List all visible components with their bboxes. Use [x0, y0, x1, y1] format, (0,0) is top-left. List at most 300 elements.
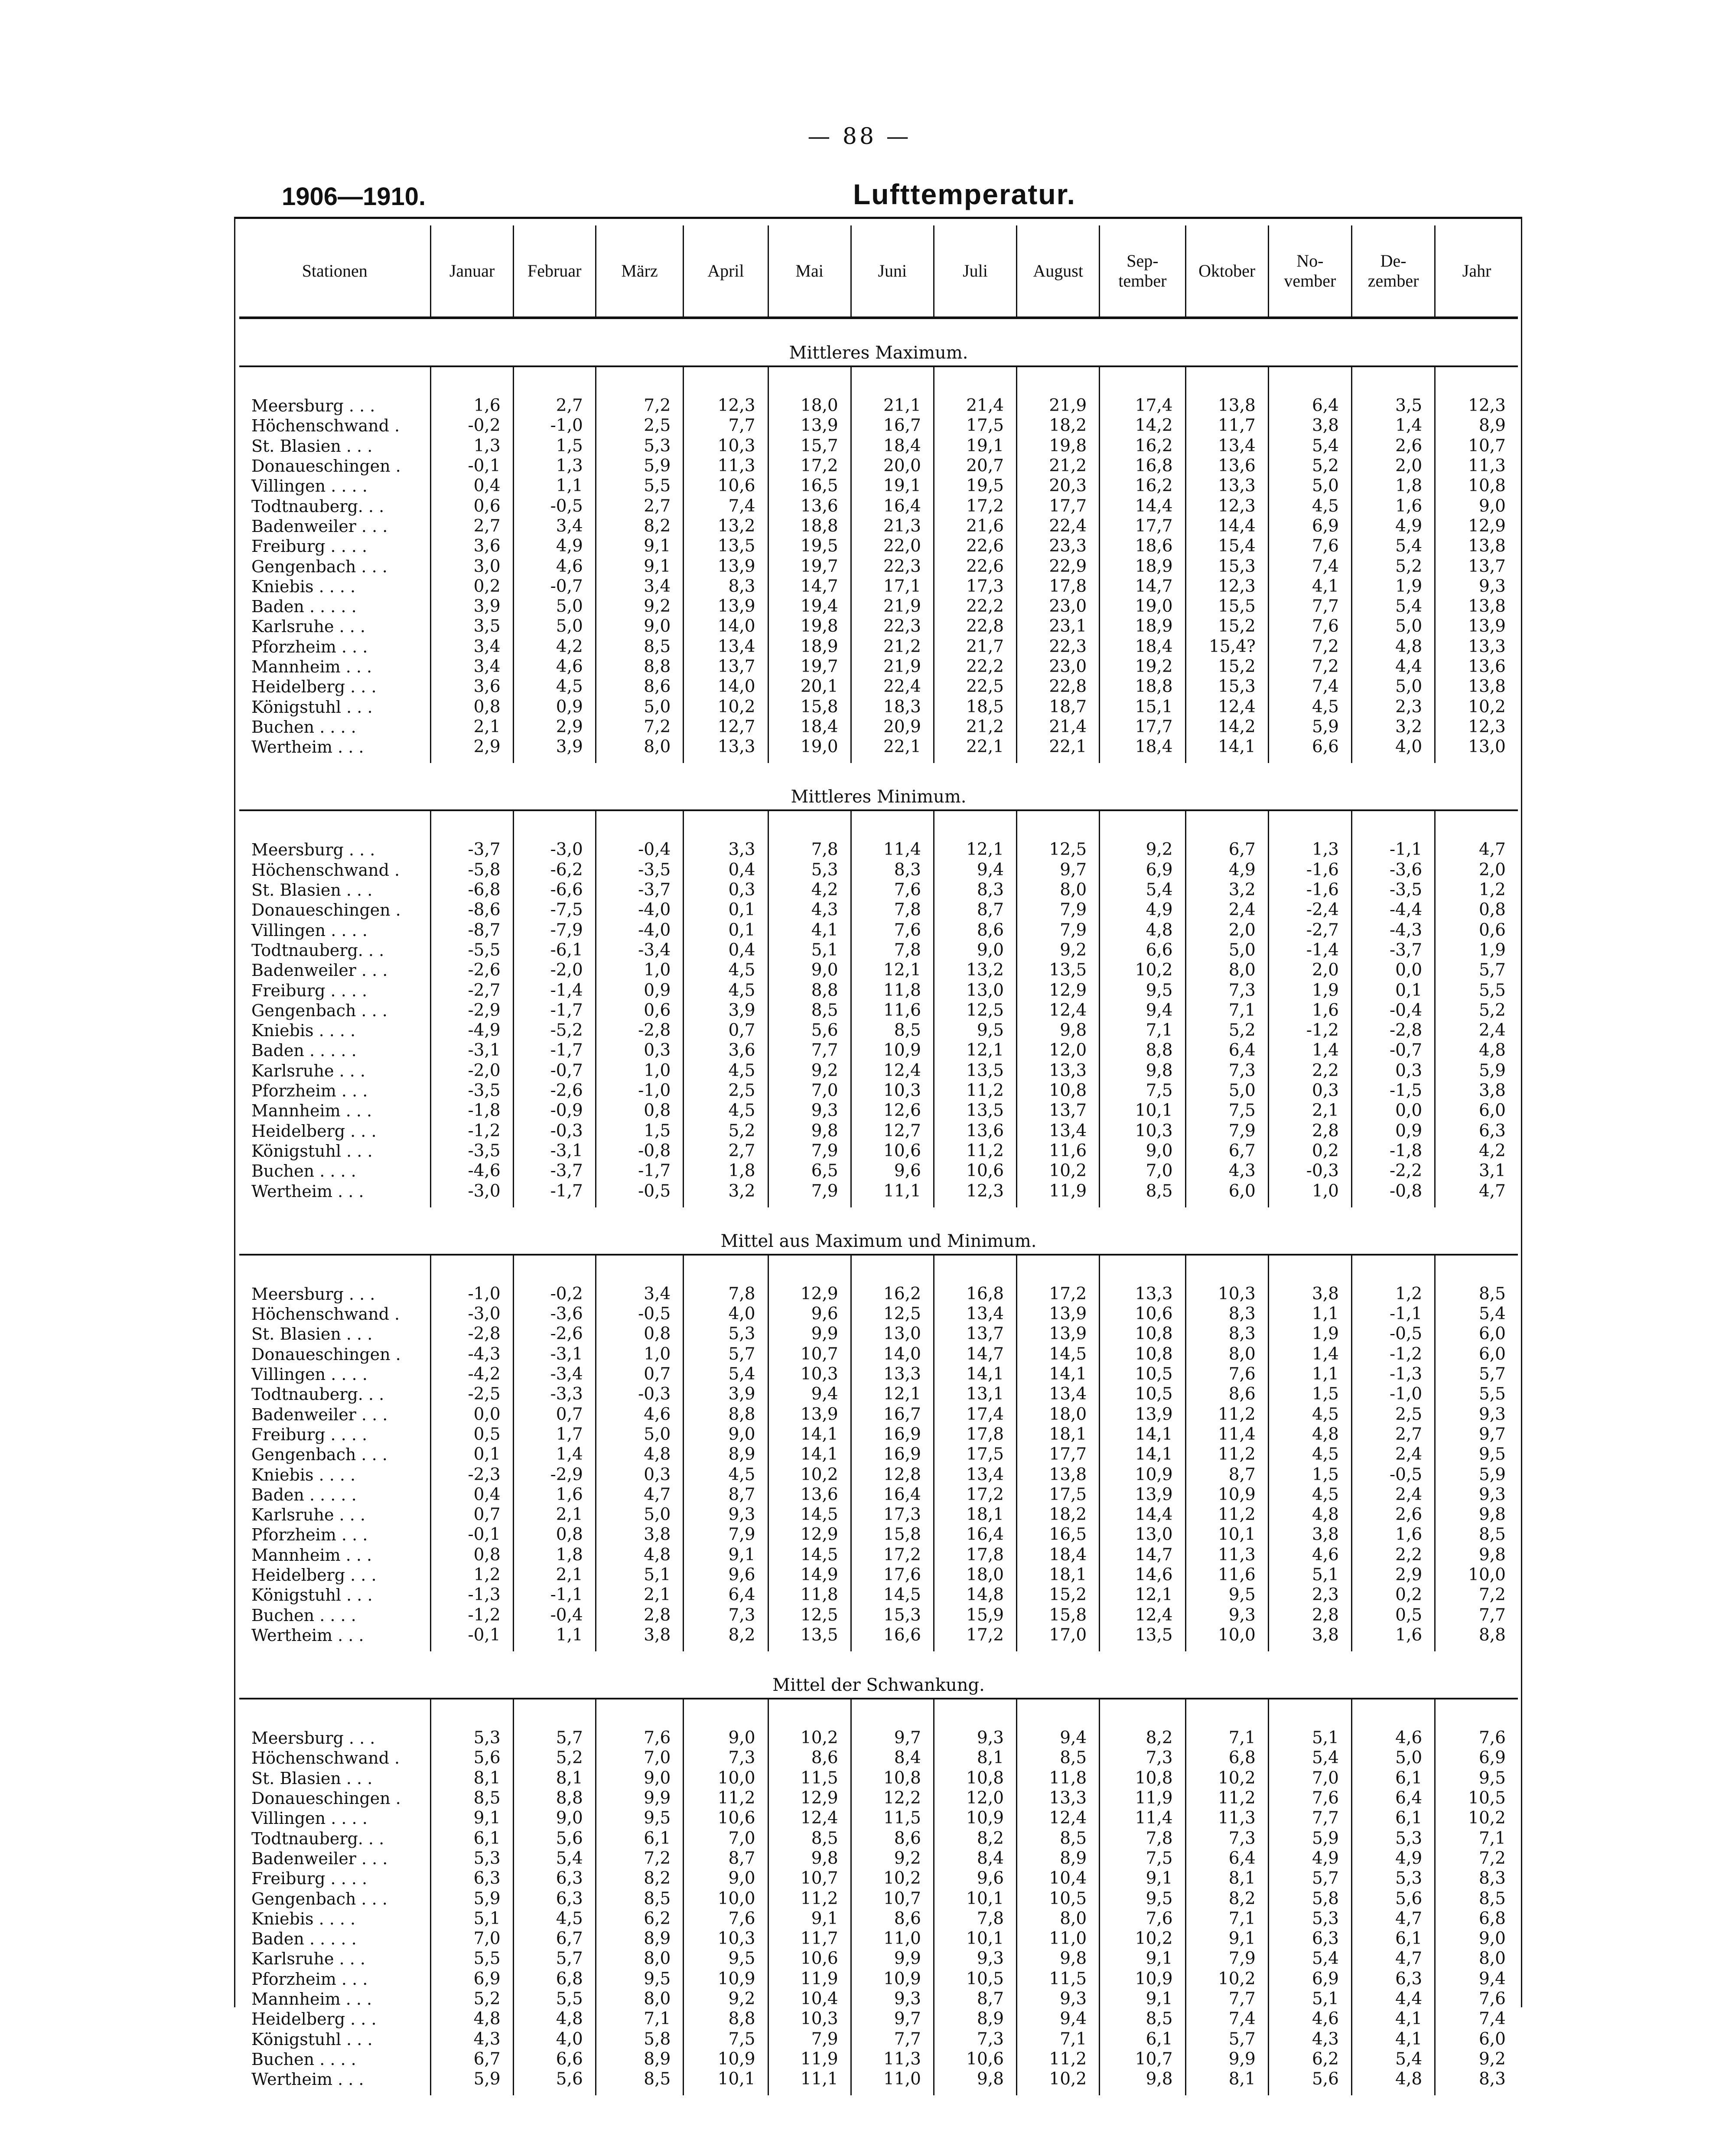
- station-name: Badenweiler . . .: [251, 1405, 388, 1424]
- table-cell: -1,3: [1352, 1364, 1435, 1384]
- table-cell: 1,3: [1268, 840, 1351, 860]
- table-cell: 15,8: [851, 1525, 934, 1545]
- table-cell: 9,5: [596, 1969, 683, 1989]
- table-cell: -0,2: [513, 1284, 596, 1304]
- table-cell: 0,8: [1435, 900, 1518, 920]
- table-cell: 1,6: [431, 396, 513, 416]
- station-name: Königstuhl . . .: [251, 1141, 373, 1161]
- table-cell: 14,7: [934, 1344, 1016, 1364]
- table-cell: 12,3: [934, 1181, 1016, 1201]
- table-cell: 5,2: [513, 1748, 596, 1768]
- table-cell: 6,9: [1100, 860, 1185, 880]
- table-cell: 1,5: [1268, 1465, 1351, 1484]
- table-cell: -0,3: [1268, 1161, 1351, 1181]
- table-cell: 17,7: [1100, 516, 1185, 536]
- table-cell: 10,8: [1100, 1324, 1185, 1344]
- table-cell: 22,2: [934, 597, 1016, 616]
- table-cell: 11,8: [768, 1585, 851, 1605]
- table-cell: 16,6: [851, 1625, 934, 1645]
- section-spacer: [239, 366, 1518, 396]
- table-cell: -3,1: [513, 1141, 596, 1161]
- table-cell: 0,9: [1352, 1121, 1435, 1141]
- table-cell: 4,5: [684, 980, 768, 1000]
- table-cell: 6,1: [431, 1829, 513, 1849]
- table-cell: 6,8: [513, 1969, 596, 1989]
- section-spacer: [239, 1255, 1518, 1284]
- table-cell: 12,4: [1100, 1605, 1185, 1625]
- table-cell: 9,9: [851, 1949, 934, 1969]
- table-cell: 11,7: [768, 1929, 851, 1949]
- table-cell: 9,2: [596, 597, 683, 616]
- table-cell: 5,4: [1352, 536, 1435, 556]
- temperature-table: [239, 225, 1518, 2095]
- table-cell: 7,6: [1268, 1788, 1351, 1808]
- table-cell: 1,6: [1352, 1525, 1435, 1545]
- table-cell: 1,0: [596, 1061, 683, 1081]
- table-cell: -3,5: [1352, 880, 1435, 900]
- table-cell: 15,2: [1017, 1585, 1100, 1605]
- table-cell: 2,2: [1352, 1545, 1435, 1565]
- station-name: Karlsruhe . . .: [251, 1061, 365, 1080]
- column-header-12: De- zember: [1352, 225, 1435, 318]
- table-cell: 14,0: [684, 616, 768, 636]
- table-row: [239, 1989, 1518, 2009]
- table-cell: 12,5: [851, 1304, 934, 1324]
- table-cell: 4,8: [513, 2009, 596, 2029]
- table-cell: 13,9: [684, 556, 768, 576]
- table-cell: 4,7: [1435, 1181, 1518, 1201]
- table-cell: 5,5: [513, 1989, 596, 2009]
- table-cell: 18,4: [1017, 1545, 1100, 1565]
- station-name: Kniebis . . . .: [251, 1021, 356, 1040]
- table-cell: 12,1: [934, 840, 1016, 860]
- table-cell: 5,4: [1352, 2049, 1435, 2069]
- table-cell: 8,3: [934, 880, 1016, 900]
- table-cell: 5,8: [596, 2029, 683, 2049]
- table-cell: 11,1: [768, 2069, 851, 2089]
- table-cell: 10,3: [684, 436, 768, 456]
- table-cell: 8,2: [1100, 1728, 1185, 1748]
- table-cell: 9,3: [851, 1989, 934, 2009]
- table-cell: 5,5: [596, 476, 683, 496]
- table-cell: 6,3: [1435, 1121, 1518, 1141]
- station-name: Heidelberg . . .: [251, 1565, 377, 1585]
- station-name: Villingen . . . .: [251, 476, 368, 496]
- table-cell: 19,1: [934, 436, 1016, 456]
- table-cell: 9,3: [1435, 1485, 1518, 1505]
- station-name: Kniebis . . . .: [251, 1909, 356, 1928]
- table-cell: 6,4: [1352, 1788, 1435, 1808]
- table-row: [239, 960, 1518, 980]
- table-cell: 12,3: [1435, 717, 1518, 737]
- table-cell: 14,7: [1100, 1545, 1185, 1565]
- table-cell: 18,4: [851, 436, 934, 456]
- table-cell: -3,4: [513, 1364, 596, 1384]
- section-title-row: [239, 318, 1518, 366]
- table-cell: 9,8: [768, 1849, 851, 1869]
- table-cell: 12,3: [1435, 396, 1518, 416]
- table-cell: 14,1: [1185, 737, 1268, 757]
- table-cell: 11,1: [851, 1181, 934, 1201]
- table-cell: -3,1: [513, 1344, 596, 1364]
- table-cell: -0,3: [596, 1384, 683, 1404]
- table-row: [239, 436, 1518, 456]
- table-cell: 13,9: [1435, 616, 1518, 636]
- table-cell: 4,7: [596, 1485, 683, 1505]
- table-cell: 10,6: [684, 476, 768, 496]
- table-cell: -2,8: [596, 1021, 683, 1040]
- station-name: Mannheim . . .: [251, 1990, 372, 2009]
- table-cell: 8,0: [1017, 880, 1100, 900]
- table-cell: -1,4: [1268, 940, 1351, 960]
- table-cell: 0,0: [431, 1404, 513, 1424]
- table-cell: 8,0: [596, 1989, 683, 2009]
- table-cell: 13,4: [1017, 1384, 1100, 1404]
- table-cell: 14,5: [768, 1545, 851, 1565]
- table-cell: 8,0: [596, 737, 683, 757]
- table-cell: -0,5: [596, 1304, 683, 1324]
- table-cell: -3,1: [431, 1040, 513, 1060]
- table-cell: 8,5: [851, 1021, 934, 1040]
- table-cell: 16,4: [851, 1485, 934, 1505]
- table-cell: 7,1: [1017, 2029, 1100, 2049]
- table-cell: 13,9: [684, 597, 768, 616]
- table-cell: -0,7: [1352, 1040, 1435, 1060]
- table-cell: 8,5: [1100, 2009, 1185, 2029]
- table-row: [239, 1284, 1518, 1304]
- table-row: [239, 1304, 1518, 1324]
- table-cell: 21,4: [934, 396, 1016, 416]
- station-name: Pforzheim . . .: [251, 1969, 368, 1989]
- table-cell: -1,6: [1268, 880, 1351, 900]
- table-cell: 14,1: [1100, 1445, 1185, 1465]
- table-cell: 5,0: [1352, 677, 1435, 697]
- table-cell: 5,9: [596, 456, 683, 476]
- station-name: Höchenschwand .: [251, 860, 400, 880]
- table-cell: 7,2: [596, 396, 683, 416]
- table-cell: 1,1: [513, 476, 596, 496]
- table-cell: -1,1: [513, 1585, 596, 1605]
- table-cell: 3,4: [596, 577, 683, 597]
- table-cell: -0,1: [431, 1525, 513, 1545]
- table-cell: 13,7: [1435, 556, 1518, 576]
- column-header-6: Juni: [851, 225, 934, 318]
- frame-top-rule: [234, 217, 1522, 219]
- table-cell: 5,9: [431, 1889, 513, 1908]
- table-cell: 10,3: [1100, 1121, 1185, 1141]
- table-cell: 21,3: [851, 516, 934, 536]
- table-cell: 4,4: [1352, 1989, 1435, 2009]
- table-cell: -1,5: [1352, 1081, 1435, 1101]
- table-cell: 6,1: [1100, 2029, 1185, 2049]
- table-cell: 13,0: [1435, 737, 1518, 757]
- table-cell: 0,3: [1268, 1081, 1351, 1101]
- table-cell: 4,1: [768, 920, 851, 940]
- table-cell: 0,8: [513, 1525, 596, 1545]
- table-cell: 9,0: [684, 1728, 768, 1748]
- table-cell: -2,0: [431, 1061, 513, 1081]
- table-cell: 13,3: [1017, 1788, 1100, 1808]
- table-cell: 6,3: [513, 1869, 596, 1889]
- table-cell: 8,5: [768, 1001, 851, 1021]
- table-row: [239, 2009, 1518, 2029]
- table-cell: 15,1: [1100, 697, 1185, 717]
- table-cell: 5,4: [1268, 1748, 1351, 1768]
- table-cell: 15,7: [768, 436, 851, 456]
- table-cell: 19,0: [768, 737, 851, 757]
- table-cell: -3,5: [431, 1081, 513, 1101]
- table-cell: 13,7: [1017, 1101, 1100, 1121]
- table-cell: 0,1: [684, 900, 768, 920]
- table-cell: 8,2: [1185, 1889, 1268, 1908]
- table-cell: 19,2: [1100, 657, 1185, 677]
- table-cell: 1,8: [684, 1161, 768, 1181]
- table-row: [239, 1525, 1518, 1545]
- table-cell: 22,9: [1017, 556, 1100, 576]
- table-cell: -3,4: [596, 940, 683, 960]
- table-cell: 12,3: [1185, 577, 1268, 597]
- table-cell: 19,1: [851, 476, 934, 496]
- table-cell: 22,1: [851, 737, 934, 757]
- column-header-5: Mai: [768, 225, 851, 318]
- table-cell: 10,0: [684, 1889, 768, 1908]
- table-cell: 12,9: [1017, 980, 1100, 1000]
- table-cell: 8,5: [596, 1889, 683, 1908]
- table-cell: 10,2: [1435, 1808, 1518, 1828]
- table-cell: 15,8: [768, 697, 851, 717]
- table-cell: 1,4: [1352, 416, 1435, 436]
- table-cell: 0,8: [431, 1545, 513, 1565]
- column-header-7: Juli: [934, 225, 1016, 318]
- table-cell: -0,2: [431, 416, 513, 436]
- table-cell: 23,0: [1017, 657, 1100, 677]
- table-cell: -8,7: [431, 920, 513, 940]
- table-cell: 7,5: [1100, 1849, 1185, 1869]
- table-cell: 10,0: [684, 1768, 768, 1788]
- table-cell: 7,7: [1185, 1989, 1268, 2009]
- table-cell: 7,2: [596, 1849, 683, 1869]
- table-cell: 12,9: [768, 1788, 851, 1808]
- table-row: [239, 2029, 1518, 2049]
- table-cell: 3,6: [684, 1040, 768, 1060]
- table-cell: 12,5: [934, 1001, 1016, 1021]
- table-cell: 8,2: [684, 1625, 768, 1645]
- table-cell: 10,2: [768, 1465, 851, 1484]
- table-cell: 3,4: [431, 637, 513, 657]
- table-cell: 0,3: [596, 1040, 683, 1060]
- table-cell: 8,7: [1185, 1465, 1268, 1484]
- table-cell: 0,6: [431, 496, 513, 516]
- station-name: Villingen . . . .: [251, 1365, 368, 1384]
- table-cell: 11,6: [1185, 1565, 1268, 1585]
- table-cell: -1,4: [513, 980, 596, 1000]
- table-cell: 8,6: [1185, 1384, 1268, 1404]
- table-cell: 8,6: [851, 1909, 934, 1929]
- table-cell: 4,6: [513, 657, 596, 677]
- table-cell: 3,9: [684, 1001, 768, 1021]
- table-cell: 2,4: [1352, 1445, 1435, 1465]
- table-cell: 11,2: [1185, 1404, 1268, 1424]
- table-cell: 0,6: [1435, 920, 1518, 940]
- table-cell: 5,6: [431, 1748, 513, 1768]
- station-name: Heidelberg . . .: [251, 677, 377, 697]
- table-cell: 4,6: [1352, 1728, 1435, 1748]
- table-cell: 19,0: [1100, 597, 1185, 616]
- table-cell: -0,8: [596, 1141, 683, 1161]
- table-cell: 7,0: [1100, 1161, 1185, 1181]
- table-cell: 1,5: [1268, 1384, 1351, 1404]
- table-cell: 2,9: [513, 717, 596, 737]
- station-name: Villingen . . . .: [251, 1809, 368, 1828]
- table-cell: 9,3: [1017, 1989, 1100, 2009]
- table-row: [239, 516, 1518, 536]
- table-cell: 16,4: [934, 1525, 1016, 1545]
- table-cell: 8,4: [934, 1849, 1016, 1869]
- table-cell: 3,8: [1268, 1284, 1351, 1304]
- table-cell: 8,9: [1017, 1849, 1100, 1869]
- table-cell: 8,1: [513, 1768, 596, 1788]
- table-cell: 20,7: [934, 456, 1016, 476]
- table-cell: 2,6: [1352, 1505, 1435, 1525]
- table-cell: -0,7: [513, 577, 596, 597]
- table-cell: 9,1: [1100, 1949, 1185, 1969]
- table-cell: 21,2: [851, 637, 934, 657]
- table-cell: 21,2: [934, 717, 1016, 737]
- table-cell: 7,0: [596, 1748, 683, 1768]
- table-cell: 5,2: [1268, 456, 1351, 476]
- table-cell: 9,6: [934, 1869, 1016, 1889]
- table-cell: 9,4: [934, 860, 1016, 880]
- station-name: Kniebis . . . .: [251, 577, 356, 596]
- table-cell: 4,3: [1185, 1161, 1268, 1181]
- table-cell: 4,3: [768, 900, 851, 920]
- table-cell: 11,9: [768, 1969, 851, 1989]
- table-cell: -4,3: [431, 1344, 513, 1364]
- table-cell: 13,4: [684, 637, 768, 657]
- table-cell: 12,4: [768, 1808, 851, 1828]
- table-cell: 13,3: [684, 737, 768, 757]
- table-cell: 1,6: [1268, 1001, 1351, 1021]
- table-cell: 11,4: [851, 840, 934, 860]
- table-cell: 15,4: [1185, 536, 1268, 556]
- table-cell: 3,6: [431, 536, 513, 556]
- table-cell: 11,0: [851, 2069, 934, 2089]
- table-cell: 17,7: [1017, 496, 1100, 516]
- table-cell: 17,7: [1100, 717, 1185, 737]
- table-cell: 10,2: [768, 1728, 851, 1748]
- table-cell: 4,5: [1268, 496, 1351, 516]
- table-cell: -1,2: [431, 1121, 513, 1141]
- table-cell: 5,6: [513, 2069, 596, 2089]
- station-name: Buchen . . . .: [251, 1605, 356, 1625]
- table-cell: 7,1: [1435, 1829, 1518, 1849]
- table-cell: -0,4: [1352, 1001, 1435, 1021]
- station-name: Heidelberg . . .: [251, 1121, 377, 1141]
- table-cell: 5,2: [1185, 1021, 1268, 1040]
- table-cell: 4,7: [1352, 1949, 1435, 1969]
- table-cell: 22,4: [1017, 516, 1100, 536]
- table-cell: 17,2: [934, 1625, 1016, 1645]
- station-name: Gengenbach . . .: [251, 1889, 387, 1908]
- table-cell: -1,2: [1268, 1021, 1351, 1040]
- table-cell: 11,9: [1017, 1181, 1100, 1201]
- table-cell: 4,5: [684, 1101, 768, 1121]
- table-cell: 6,3: [1268, 1929, 1351, 1949]
- table-cell: 8,9: [596, 2049, 683, 2069]
- table-cell: 10,1: [684, 2069, 768, 2089]
- section-end-pad: [239, 2089, 1518, 2095]
- table-cell: 1,7: [513, 1425, 596, 1445]
- table-cell: 11,7: [1185, 416, 1268, 436]
- header-row: [239, 225, 1518, 318]
- section-title: Mittleres Maximum.: [239, 318, 1518, 366]
- table-cell: 8,5: [1017, 1829, 1100, 1849]
- table-cell: 10,3: [768, 1364, 851, 1384]
- table-cell: 0,4: [431, 1485, 513, 1505]
- table-cell: 1,6: [1352, 496, 1435, 516]
- table-cell: 3,8: [1268, 1525, 1351, 1545]
- table-cell: 17,2: [934, 1485, 1016, 1505]
- table-cell: 14,4: [1185, 516, 1268, 536]
- table-cell: 6,9: [1435, 1748, 1518, 1768]
- table-cell: 5,0: [1352, 1748, 1435, 1768]
- table-cell: 14,7: [768, 577, 851, 597]
- table-cell: 10,9: [934, 1808, 1016, 1828]
- table-cell: 0,8: [431, 697, 513, 717]
- table-cell: 19,5: [934, 476, 1016, 496]
- table-cell: 0,9: [596, 980, 683, 1000]
- table-cell: 2,1: [513, 1565, 596, 1585]
- table-cell: 2,8: [1268, 1121, 1351, 1141]
- table-cell: 4,3: [431, 2029, 513, 2049]
- table-cell: 12,1: [934, 1040, 1016, 1060]
- table-cell: 1,6: [1352, 1625, 1435, 1645]
- table-body: [239, 318, 1518, 2095]
- station-name: Höchenschwand .: [251, 416, 400, 436]
- table-cell: 13,5: [934, 1061, 1016, 1081]
- table-cell: 2,7: [431, 516, 513, 536]
- table-row: [239, 1829, 1518, 1849]
- table-cell: 10,2: [1017, 2069, 1100, 2089]
- table-cell: 7,6: [596, 1728, 683, 1748]
- table-cell: 14,2: [1185, 717, 1268, 737]
- table-cell: -4,0: [596, 920, 683, 940]
- table-cell: 10,2: [851, 1869, 934, 1889]
- table-row: [239, 1161, 1518, 1181]
- table-row: [239, 677, 1518, 697]
- table-cell: -1,2: [431, 1605, 513, 1625]
- table-row: [239, 1404, 1518, 1424]
- table-cell: -0,4: [513, 1605, 596, 1625]
- table-cell: -0,4: [596, 840, 683, 860]
- table-cell: 3,2: [1185, 880, 1268, 900]
- table-cell: 4,5: [684, 1465, 768, 1484]
- table-cell: 9,7: [1435, 1425, 1518, 1445]
- table-cell: 7,2: [1435, 1585, 1518, 1605]
- table-cell: 5,0: [596, 1425, 683, 1445]
- table-cell: 11,2: [1185, 1445, 1268, 1465]
- table-cell: 1,6: [513, 1485, 596, 1505]
- table-cell: 9,0: [1435, 1929, 1518, 1949]
- table-cell: 12,8: [851, 1465, 934, 1484]
- station-name: Karlsruhe . . .: [251, 1949, 365, 1969]
- table-cell: 9,1: [684, 1545, 768, 1565]
- table-row: [239, 1040, 1518, 1060]
- table-cell: -2,8: [1352, 1021, 1435, 1040]
- section-title: Mittel der Schwankung.: [239, 1651, 1518, 1699]
- table-cell: 9,8: [1017, 1021, 1100, 1040]
- table-row: [239, 616, 1518, 636]
